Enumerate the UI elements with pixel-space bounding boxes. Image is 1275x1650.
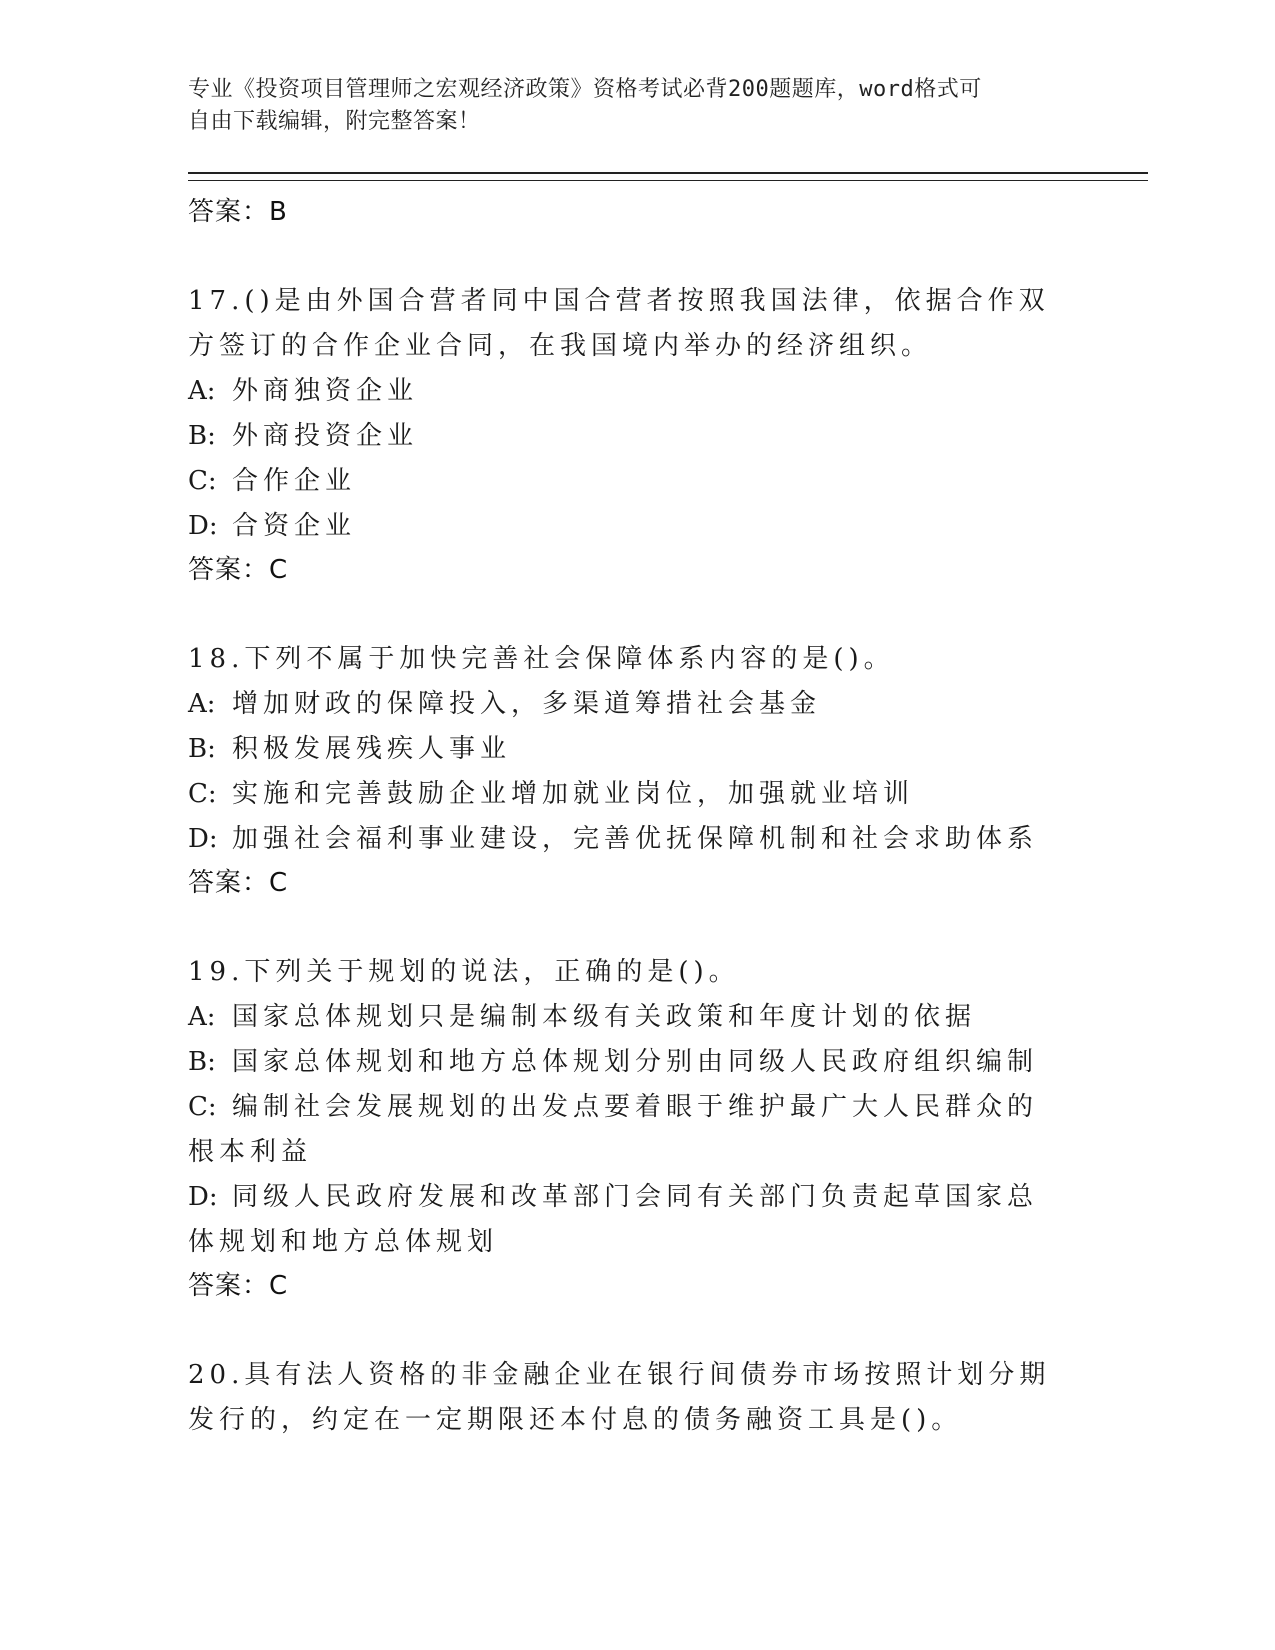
option-a: [188, 995, 1068, 1040]
document-header: [188, 74, 1068, 138]
answer-19: 答案：C: [188, 1271, 289, 1301]
header-line-2: 自由下载编辑，附完整答案！: [188, 109, 481, 134]
option-text: 编制社会发展规划的出发点要着眼于维护最广大人民群众的根本利益: [188, 1092, 1039, 1167]
option-text: 外商独资企业: [232, 376, 419, 406]
question-stem: 20.具有法人资格的非金融企业在银行间债券市场按照计划分期发行的，约定在一定期限还本付息的债务融资工具是()。: [188, 1360, 1051, 1435]
question-stem: 17.()是由外国合营者同中国合营者按照我国法律，依据合作双方签订的合作企业合同，在我国境内举办的经济组织。: [188, 286, 1050, 361]
option-letter: C:: [188, 779, 217, 809]
answer-18: 答案：C: [188, 868, 289, 898]
option-text: 增加财政的保障投入，多渠道筹措社会基金: [232, 689, 822, 719]
option-a: [188, 682, 1068, 727]
question-20: [188, 1353, 1148, 1443]
option-d: [188, 504, 1068, 549]
option-text: 同级人民政府发展和改革部门会同有关部门负责起草国家总体规划和地方总体规划: [188, 1182, 1039, 1257]
option-letter: B:: [188, 1047, 216, 1077]
option-text: 国家总体规划和地方总体规划分别由同级人民政府组织编制: [232, 1047, 1039, 1077]
question-18: [188, 637, 1148, 904]
option-letter: D:: [188, 1182, 218, 1212]
option-letter: D:: [188, 511, 218, 541]
option-d: [188, 1175, 1068, 1265]
option-letter: A:: [188, 1002, 216, 1032]
option-b: [188, 414, 1068, 459]
header-divider: [188, 172, 1148, 181]
option-c: [188, 459, 1068, 504]
option-letter: B:: [188, 421, 216, 451]
option-letter: B:: [188, 734, 216, 764]
question-19: [188, 950, 1148, 1307]
option-text: 合资企业: [232, 511, 357, 541]
option-text: 积极发展残疾人事业: [232, 734, 512, 764]
option-letter: A:: [188, 376, 216, 406]
answer-17: 答案：C: [188, 555, 289, 585]
option-letter: C:: [188, 466, 217, 496]
option-text: 加强社会福利事业建设，完善优抚保障机制和社会求助体系: [232, 824, 1039, 854]
option-letter: D:: [188, 824, 218, 854]
option-b: [188, 1040, 1068, 1085]
option-text: 外商投资企业: [232, 421, 419, 451]
option-text: 实施和完善鼓励企业增加就业岗位，加强就业培训: [232, 779, 915, 809]
document-page: [188, 74, 1148, 1443]
option-letter: C:: [188, 1092, 217, 1122]
option-d: [188, 817, 1068, 862]
question-stem: 18.下列不属于加快完善社会保障体系内容的是()。: [188, 644, 895, 674]
question-stem: 19.下列关于规划的说法，正确的是()。: [188, 957, 740, 987]
question-17: [188, 279, 1148, 591]
option-letter: A:: [188, 689, 216, 719]
answer-16: 答案：B: [188, 197, 288, 227]
option-c: [188, 772, 1068, 817]
option-c: [188, 1085, 1068, 1175]
header-line-1: 专业《投资项目管理师之宏观经济政策》资格考试必背200题题库，word格式可: [188, 77, 982, 102]
option-text: 国家总体规划只是编制本级有关政策和年度计划的依据: [232, 1002, 977, 1032]
option-text: 合作企业: [232, 466, 357, 496]
option-b: [188, 727, 1068, 772]
option-a: [188, 369, 1068, 414]
